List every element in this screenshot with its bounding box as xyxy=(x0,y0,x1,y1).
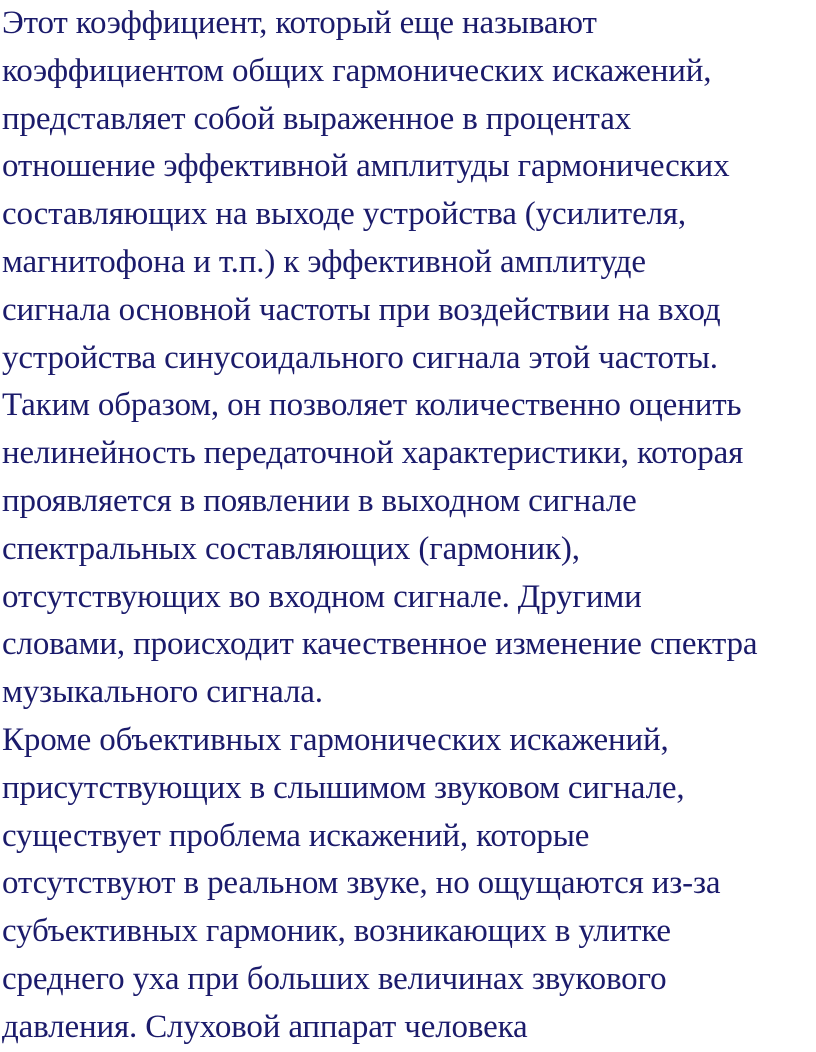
text-line: музыкального сигнала. xyxy=(2,674,323,711)
text-line: словами, происходит качественное изменение спектра xyxy=(2,626,758,663)
text-line: Этот коэффициент, который еще называют xyxy=(2,5,597,41)
text-line: существует проблема искажений, которые xyxy=(2,817,590,854)
text-line: устройства синусоидального сигнала этой частоты. xyxy=(2,339,718,376)
text-line: сигнала основной частоты при воздействии на вход xyxy=(2,291,721,328)
text-line: давления. Слуховой аппарат человека xyxy=(2,1008,528,1045)
text-line: Таким образом, он позволяет количественно оценить xyxy=(2,387,742,424)
text-line: отсутствующих во входном сигнале. Другими xyxy=(2,578,642,615)
text-line: коэффициентом общих гармонических искажений, xyxy=(2,52,712,89)
text-line: проявляется в появлении в выходном сигнале xyxy=(2,482,637,519)
text-line: среднего уха при больших величинах звукового xyxy=(2,960,667,997)
text-line: представляет собой выраженное в процентах xyxy=(2,100,632,137)
paragraph-subjective-harmonics xyxy=(2,717,816,1052)
text-line: магнитофона и т.п.) к эффективной амплитуде xyxy=(2,243,646,280)
text-line: составляющих на выходе устройства (усилителя, xyxy=(2,196,687,233)
text-line: нелинейность передаточной характеристики, которая xyxy=(2,435,744,472)
text-line: субъективных гармоник, возникающих в улитке xyxy=(2,913,671,950)
text-line: присутствующих в слышимом звуковом сигнале, xyxy=(2,769,685,806)
text-line: отношение эффективной амплитуды гармонических xyxy=(2,148,730,185)
text-line: спектральных составляющих (гармоник), xyxy=(2,530,580,567)
text-line: Кроме объективных гармонических искажений, xyxy=(2,721,669,758)
paragraph-harmonic-coefficient xyxy=(2,0,816,717)
text-line: отсутствуют в реальном звуке, но ощущаются из-за xyxy=(2,865,721,902)
